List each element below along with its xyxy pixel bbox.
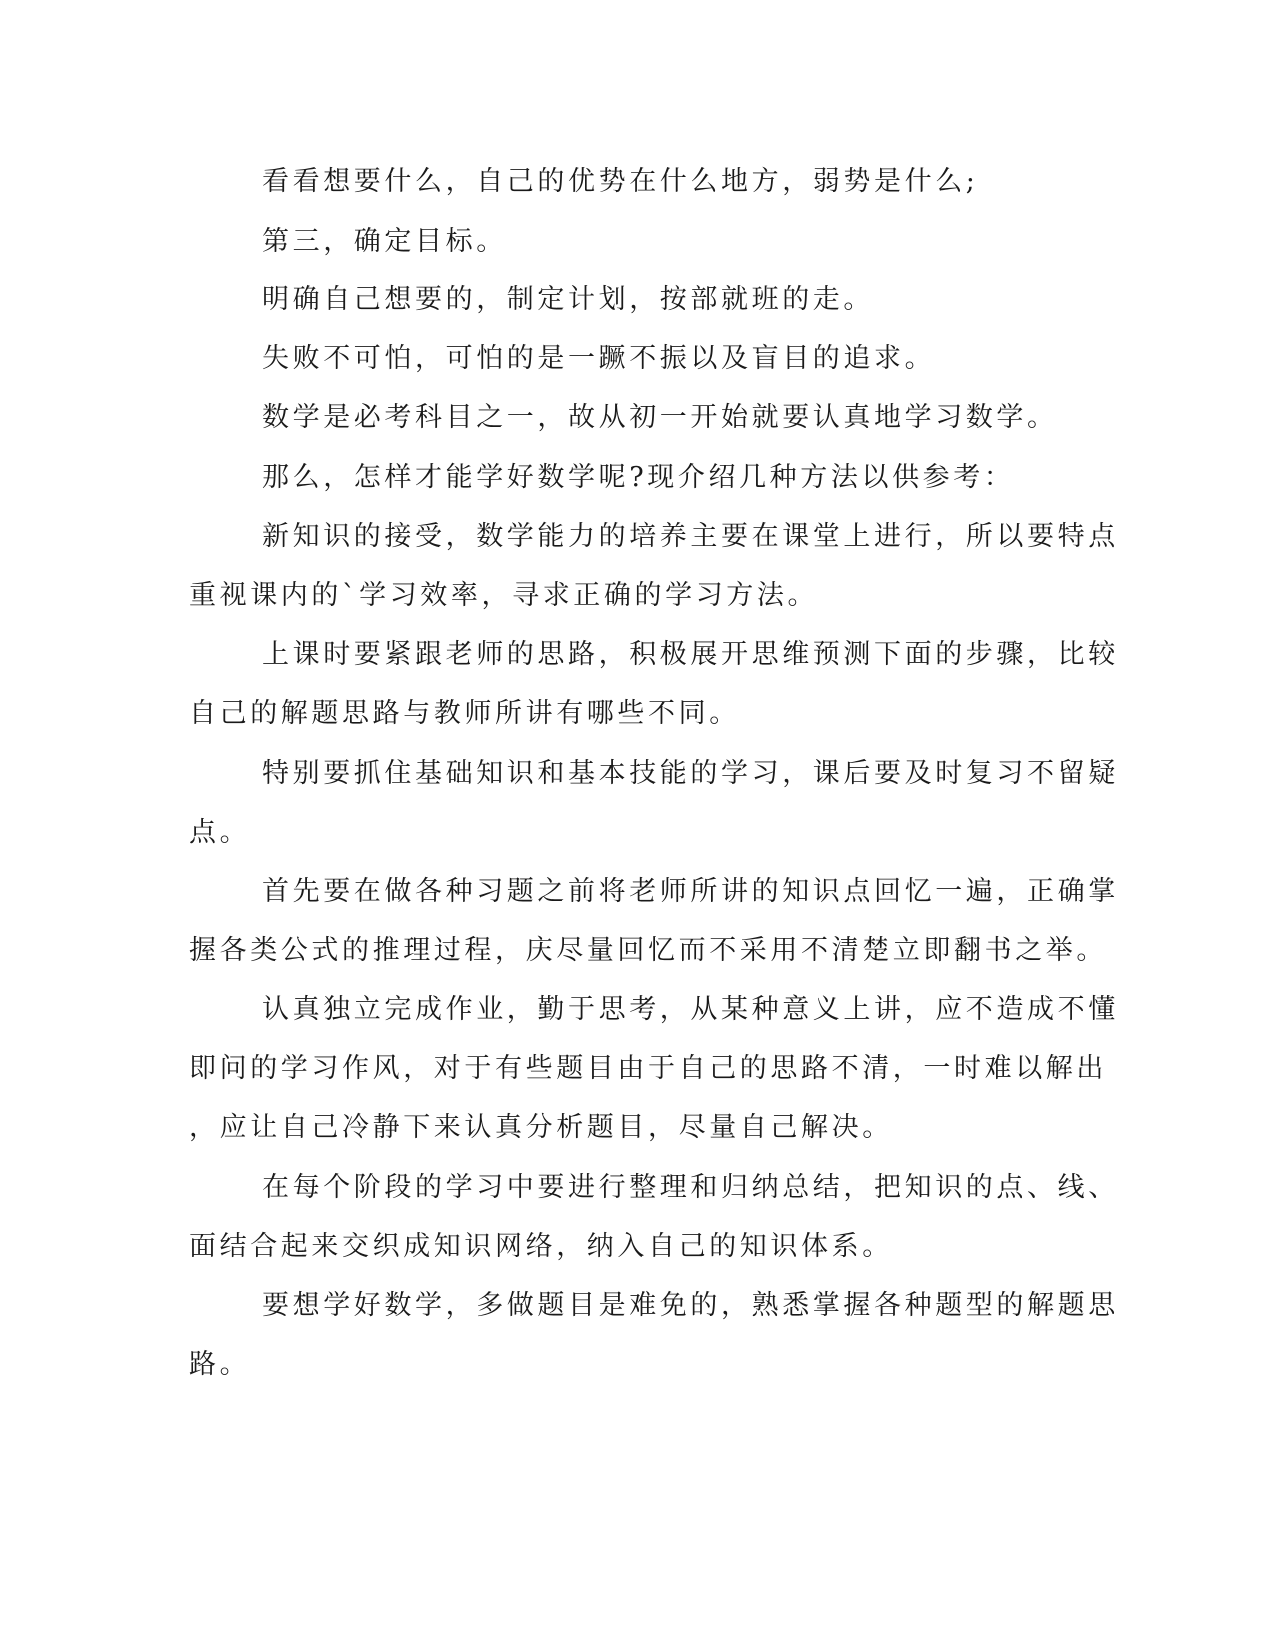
text-line: 数学是必考科目之一，故从初一开始就要认真地学习数学。 bbox=[262, 402, 1058, 433]
text-line: 新知识的接受，数学能力的培养主要在课堂上进行，所以要特点 bbox=[262, 521, 1119, 552]
text-line: 面结合起来交织成知识网络，纳入自己的知识体系。 bbox=[189, 1231, 893, 1262]
text-line: 明确自己想要的，制定计划，按部就班的走。 bbox=[262, 284, 874, 315]
text-line: 要想学好数学，多做题目是难免的，熟悉掌握各种题型的解题思 bbox=[262, 1290, 1119, 1321]
text-line: 那么，怎样才能学好数学呢?现介绍几种方法以供参考： bbox=[262, 462, 1015, 493]
text-line: 失败不可怕，可怕的是一蹶不振以及盲目的追求。 bbox=[262, 343, 936, 374]
text-line: 重视课内的`学习效率，寻求正确的学习方法。 bbox=[189, 580, 819, 611]
text-line: 握各类公式的推理过程，庆尽量回忆而不采用不清楚立即翻书之举。 bbox=[189, 935, 1107, 966]
text-line: 路。 bbox=[189, 1349, 251, 1380]
text-line: 自己的解题思路与教师所讲有哪些不同。 bbox=[189, 698, 740, 729]
text-line: ，应让自己冷静下来认真分析题目，尽量自己解决。 bbox=[189, 1112, 893, 1143]
text-line: 上课时要紧跟老师的思路，积极展开思维预测下面的步骤，比较 bbox=[262, 639, 1119, 670]
text-line: 看看想要什么，自己的优势在什么地方，弱势是什么; bbox=[262, 166, 979, 197]
text-line: 第三，确定目标。 bbox=[262, 226, 507, 257]
text-line: 即问的学习作风，对于有些题目由于自己的思路不清，一时难以解出 bbox=[189, 1053, 1107, 1084]
text-line: 点。 bbox=[189, 817, 251, 848]
text-line: 认真独立完成作业，勤于思考，从某种意义上讲，应不造成不懂 bbox=[262, 994, 1119, 1025]
text-line: 特别要抓住基础知识和基本技能的学习，课后要及时复习不留疑 bbox=[262, 758, 1119, 789]
text-line: 在每个阶段的学习中要进行整理和归纳总结，把知识的点、线、 bbox=[262, 1172, 1119, 1203]
text-line: 首先要在做各种习题之前将老师所讲的知识点回忆一遍，正确掌 bbox=[262, 876, 1119, 907]
